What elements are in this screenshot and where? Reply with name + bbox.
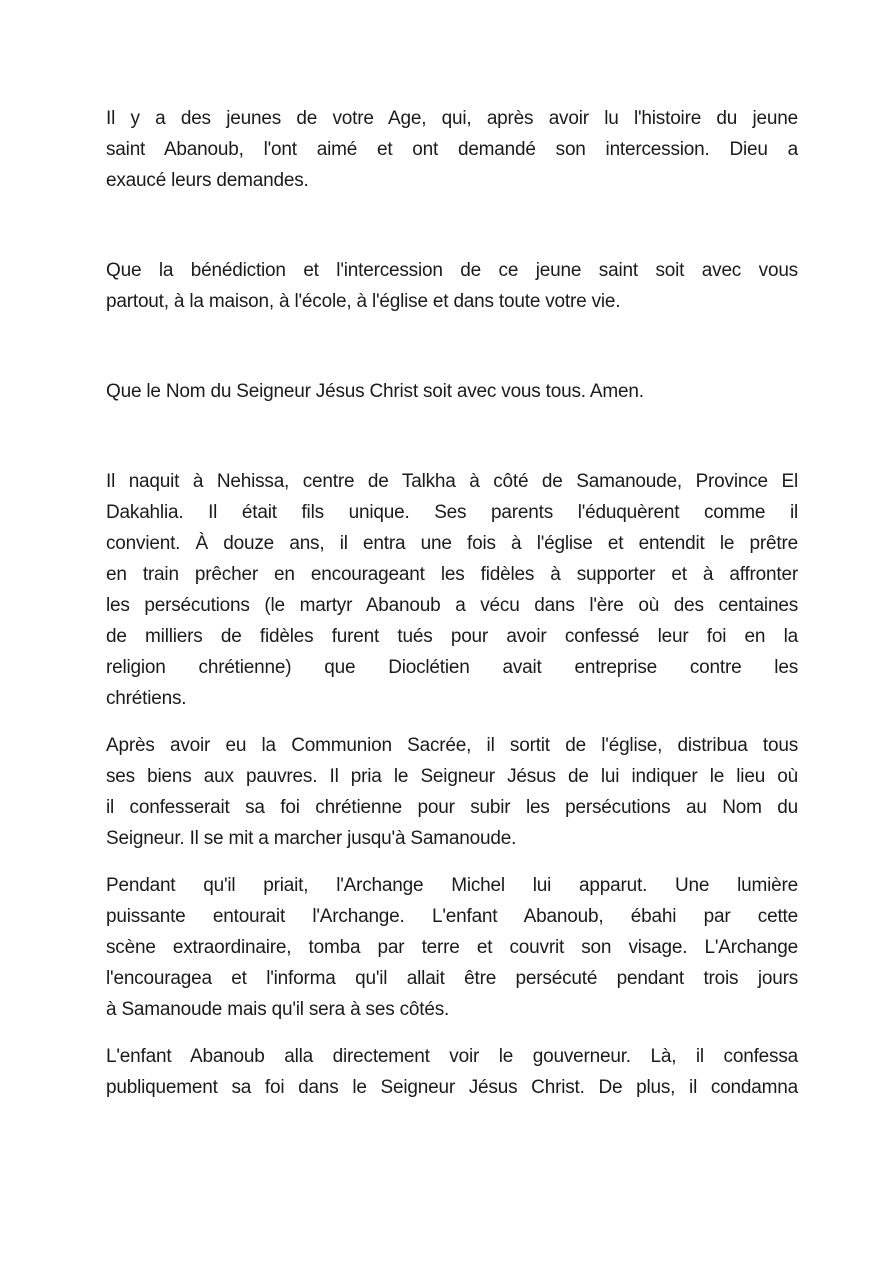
text-line: les persécutions (le martyr Abanoub a vécu dans l'ère où des centaines <box>106 595 798 616</box>
text-line: exaucé leurs demandes. <box>106 170 309 191</box>
text-line: religion chrétienne) que Dioclétien avait entreprise contre les <box>106 657 798 678</box>
paragraph-naissance <box>106 466 798 714</box>
text-line: ses biens aux pauvres. Il pria le Seigneur Jésus de lui indiquer le lieu où <box>106 766 798 787</box>
text-line: Il naquit à Nehissa, centre de Talkha à côté de Samanoude, Province El <box>106 471 798 492</box>
paragraph-amen <box>106 376 798 407</box>
text-line: L'enfant Abanoub alla directement voir le gouverneur. Là, il confessa <box>106 1046 798 1067</box>
text-line: Il y a des jeunes de votre Age, qui, après avoir lu l'histoire du jeune <box>106 108 798 129</box>
text-line: saint Abanoub, l'ont aimé et ont demandé son intercession. Dieu a <box>106 139 798 160</box>
text-line: Que le Nom du Seigneur Jésus Christ soit avec vous tous. Amen. <box>106 381 644 402</box>
text-line: Pendant qu'il priait, l'Archange Michel lui apparut. Une lumière <box>106 875 798 896</box>
text-line: scène extraordinaire, tomba par terre et couvrit son visage. L'Archange <box>106 937 798 958</box>
text-line: partout, à la maison, à l'école, à l'église et dans toute votre vie. <box>106 291 621 312</box>
text-line: Que la bénédiction et l'intercession de ce jeune saint soit avec vous <box>106 260 798 281</box>
text-line: l'encouragea et l'informa qu'il allait être persécuté pendant trois jours <box>106 968 798 989</box>
text-line: il confesserait sa foi chrétienne pour subir les persécutions au Nom du <box>106 797 798 818</box>
text-line: de milliers de fidèles furent tués pour avoir confessé leur foi en la <box>106 626 798 647</box>
text-line: à Samanoude mais qu'il sera à ses côtés. <box>106 999 450 1020</box>
text-line: Dakahlia. Il était fils unique. Ses parents l'éduquèrent comme il <box>106 502 798 523</box>
paragraph-intercession <box>106 103 798 196</box>
paragraph-communion <box>106 730 798 854</box>
text-line: Seigneur. Il se mit a marcher jusqu'à Samanoude. <box>106 828 517 849</box>
text-block <box>106 103 798 1103</box>
text-line: Après avoir eu la Communion Sacrée, il sortit de l'église, distribua tous <box>106 735 798 756</box>
paragraph-gouverneur <box>106 1041 798 1103</box>
text-line: convient. À douze ans, il entra une fois à l'église et entendit le prêtre <box>106 533 798 554</box>
paragraph-archange <box>106 870 798 1025</box>
text-line: puissante entourait l'Archange. L'enfant Abanoub, ébahi par cette <box>106 906 798 927</box>
text-line: en train prêcher en encourageant les fidèles à supporter et à affronter <box>106 564 798 585</box>
text-line: chrétiens. <box>106 688 187 709</box>
paragraph-benediction <box>106 255 798 317</box>
text-line: publiquement sa foi dans le Seigneur Jésus Christ. De plus, il condamna <box>106 1077 798 1098</box>
